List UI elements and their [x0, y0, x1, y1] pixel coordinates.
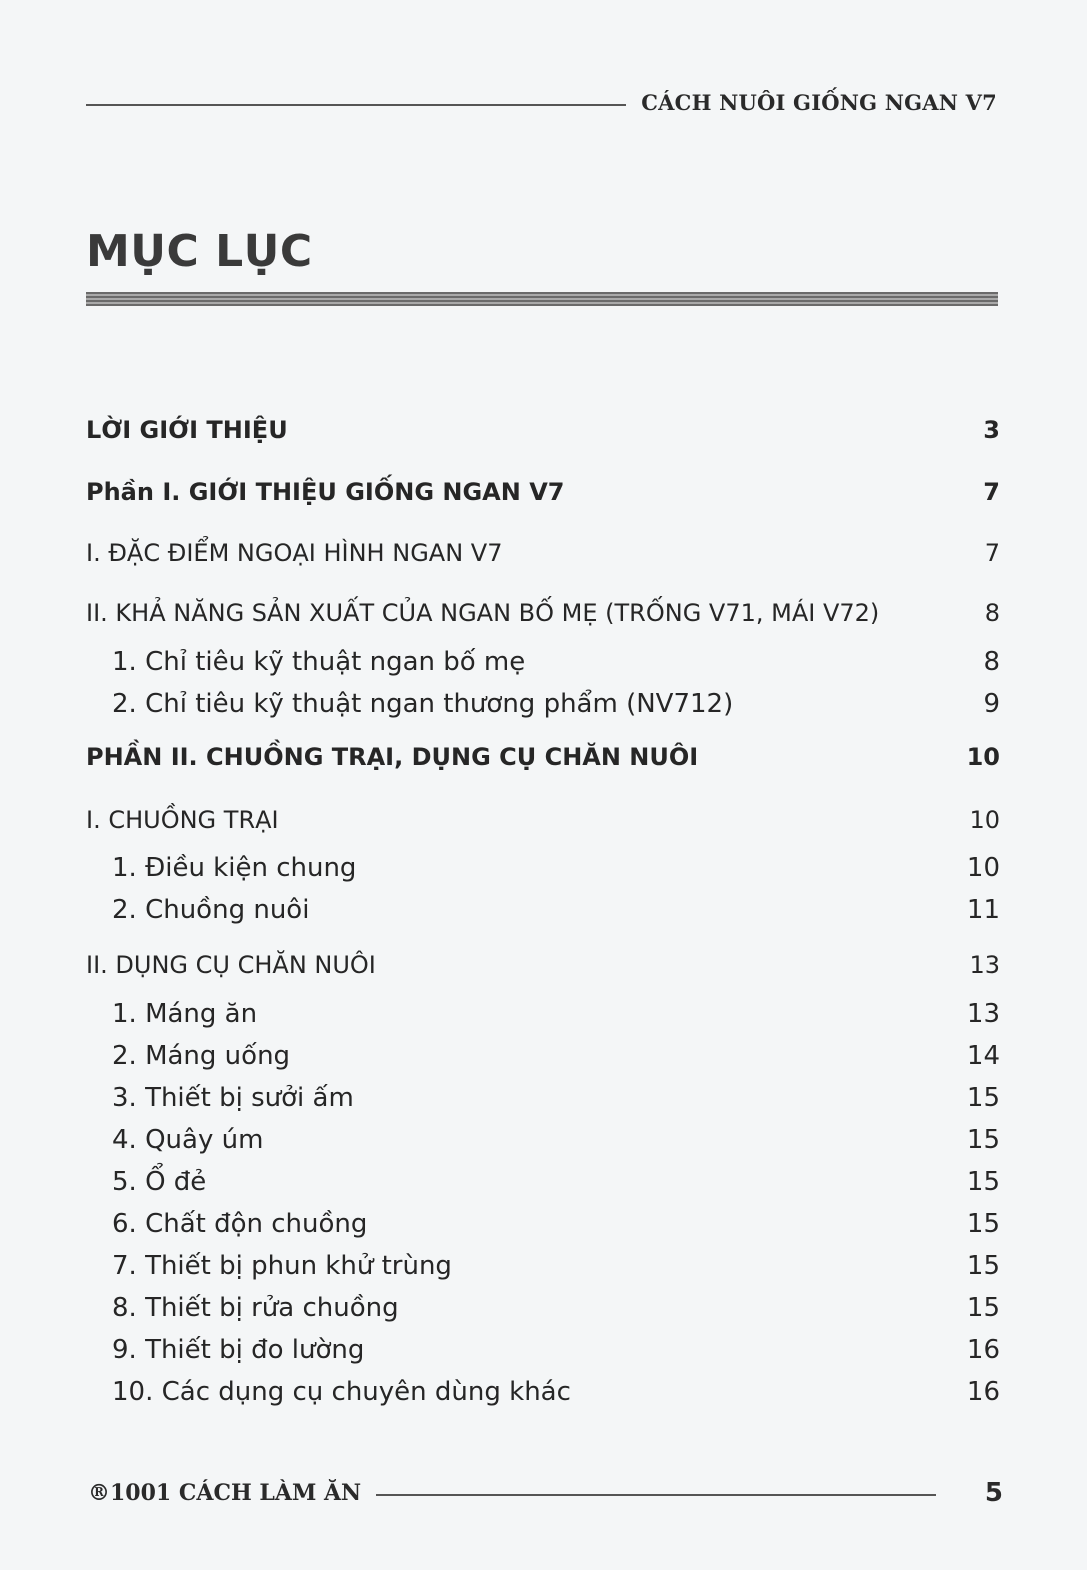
toc-entry-label: LỜI GIỚI THIỆU [86, 416, 288, 444]
toc-entry[interactable] [86, 895, 1000, 935]
toc-entry-label: 8. Thiết bị rửa chuồng [112, 1293, 399, 1323]
toc-title: MỤC LỤC [86, 226, 313, 277]
toc-entry[interactable] [86, 539, 1000, 579]
toc-entry-label: 7. Thiết bị phun khử trùng [112, 1251, 452, 1281]
toc-entry-label: PHẦN II. CHUỒNG TRẠI, DỤNG CỤ CHĂN NUÔI [86, 743, 699, 771]
footer-publisher: ®1001 CÁCH LÀM ĂN [88, 1480, 362, 1506]
toc-entry[interactable] [86, 599, 1000, 639]
toc-entry-label: II. DỤNG CỤ CHĂN NUÔI [86, 951, 376, 979]
toc-entry-page: 15 [966, 1083, 1000, 1113]
toc-entry-page: 10 [966, 853, 1000, 883]
toc-entry-page: 7 [983, 478, 1000, 506]
toc-entry[interactable] [86, 1209, 1000, 1249]
toc-entry[interactable] [86, 1125, 1000, 1165]
toc-entry[interactable] [86, 1251, 1000, 1291]
toc-entry-page: 8 [983, 647, 1000, 677]
toc-entry[interactable] [86, 689, 1000, 729]
toc-entry-page: 3 [983, 416, 1000, 444]
running-header-title: CÁCH NUÔI GIỐNG NGAN V7 [641, 90, 997, 115]
toc-entry-page: 10 [969, 806, 1000, 834]
toc-entry[interactable] [86, 1167, 1000, 1207]
toc-entry[interactable] [86, 1041, 1000, 1081]
toc-entry-label: 5. Ổ đẻ [112, 1167, 207, 1197]
toc-entry[interactable] [86, 999, 1000, 1039]
toc-entry-page: 13 [966, 999, 1000, 1029]
header-rule [86, 104, 626, 106]
toc-entry[interactable] [86, 478, 1000, 518]
toc-entry-label: II. KHẢ NĂNG SẢN XUẤT CỦA NGAN BỐ MẸ (TRỐNG V71, MÁI V72) [86, 599, 880, 627]
toc-entry-label: I. ĐẶC ĐIỂM NGOẠI HÌNH NGAN V7 [86, 539, 503, 567]
toc-entry[interactable] [86, 853, 1000, 893]
toc-entry-label: 9. Thiết bị đo lường [112, 1335, 365, 1365]
toc-entry-page: 8 [984, 599, 1000, 627]
toc-entry-label: I. CHUỒNG TRẠI [86, 806, 279, 834]
toc-entry-label: 2. Chuồng nuôi [112, 895, 310, 925]
toc-entry-label: 4. Quây úm [112, 1125, 264, 1155]
toc-entry-page: 10 [966, 743, 1000, 771]
toc-entry-label: 2. Máng uống [112, 1041, 291, 1071]
toc-entry-label: 1. Máng ăn [112, 999, 258, 1029]
toc-entry-page: 16 [966, 1335, 1000, 1365]
footer-rule [376, 1494, 936, 1496]
toc-entry-page: 9 [983, 689, 1000, 719]
toc-entry-page: 15 [966, 1293, 1000, 1323]
toc-entry-page: 15 [966, 1209, 1000, 1239]
toc-entry[interactable] [86, 1083, 1000, 1123]
toc-entry-label: 1. Chỉ tiêu kỹ thuật ngan bố mẹ [112, 647, 526, 677]
toc-entry-page: 11 [966, 895, 1000, 925]
toc-entry[interactable] [86, 1377, 1000, 1417]
toc-entry[interactable] [86, 416, 1000, 456]
toc-entry-page: 16 [966, 1377, 1000, 1407]
toc-entry-label: 6. Chất độn chuồng [112, 1209, 368, 1239]
toc-entry-label: 10. Các dụng cụ chuyên dùng khác [112, 1377, 571, 1407]
toc-entry[interactable] [86, 1293, 1000, 1333]
toc-entry[interactable] [86, 806, 1000, 846]
title-underline-bar [86, 292, 998, 306]
toc-entry-page: 13 [969, 951, 1000, 979]
toc-entry[interactable] [86, 647, 1000, 687]
toc-entry[interactable] [86, 1335, 1000, 1375]
toc-entry-page: 15 [966, 1167, 1000, 1197]
toc-entry-label: 3. Thiết bị sưởi ấm [112, 1083, 354, 1113]
toc-entry-page: 15 [966, 1251, 1000, 1281]
toc-entry-page: 14 [966, 1041, 1000, 1071]
toc-entry-page: 15 [966, 1125, 1000, 1155]
toc-entry[interactable] [86, 951, 1000, 991]
toc-entry-label: 1. Điều kiện chung [112, 853, 357, 883]
toc-entry-page: 7 [984, 539, 1000, 567]
footer-page-number: 5 [984, 1478, 1003, 1508]
toc-entry[interactable] [86, 743, 1000, 783]
toc-entry-label: 2. Chỉ tiêu kỹ thuật ngan thương phẩm (NV712) [112, 689, 734, 719]
toc-entry-label: Phần I. GIỚI THIỆU GIỐNG NGAN V7 [86, 478, 565, 506]
